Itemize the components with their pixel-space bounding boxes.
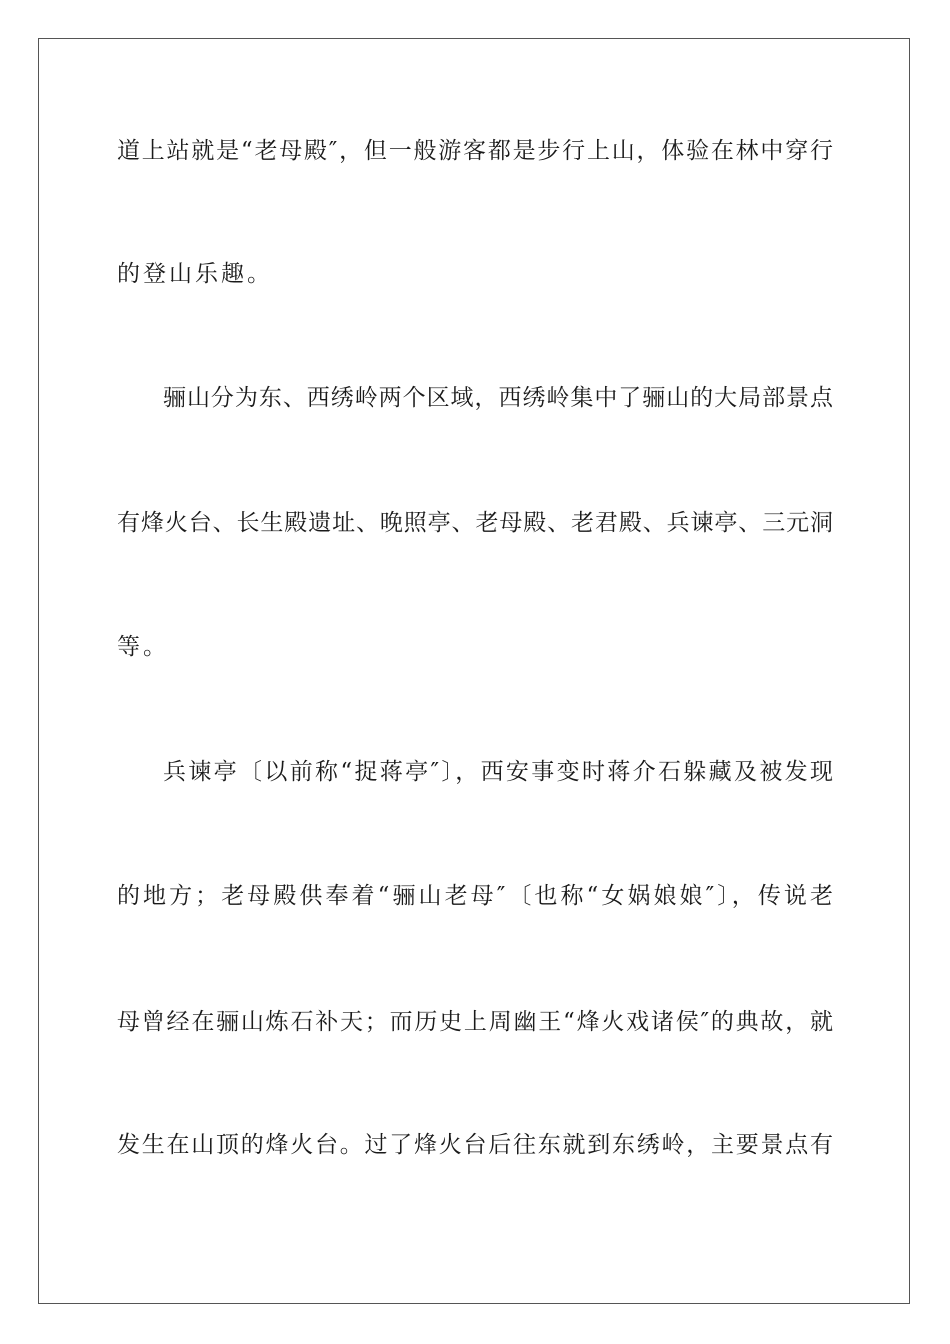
text-line-7: 的地方；老母殿供奉着“骊山老母″〔也称“女娲娘娘″〕，传说老 <box>117 883 833 909</box>
text-line-3: 骊山分为东、西绣岭两个区域，西绣岭集中了骊山的大局部景点 <box>163 385 833 411</box>
text-line-6: 兵谏亭〔以前称“捉蒋亭″〕，西安事变时蒋介石躲藏及被发现 <box>163 759 833 785</box>
text-line-8: 母曾经在骊山炼石补天；而历史上周幽王“烽火戏诸侯″的典故，就 <box>117 1009 833 1035</box>
text-line-5: 等。 <box>117 634 169 660</box>
page-border <box>38 38 910 1304</box>
text-line-9: 发生在山顶的烽火台。过了烽火台后往东就到东绣岭，主要景点有 <box>117 1132 833 1158</box>
text-line-1: 道上站就是“老母殿″，但一般游客都是步行上山，体验在林中穿行 <box>117 138 833 164</box>
text-line-4: 有烽火台、长生殿遗址、晚照亭、老母殿、老君殿、兵谏亭、三元洞 <box>117 510 833 536</box>
text-line-2: 的登山乐趣。 <box>117 261 273 287</box>
